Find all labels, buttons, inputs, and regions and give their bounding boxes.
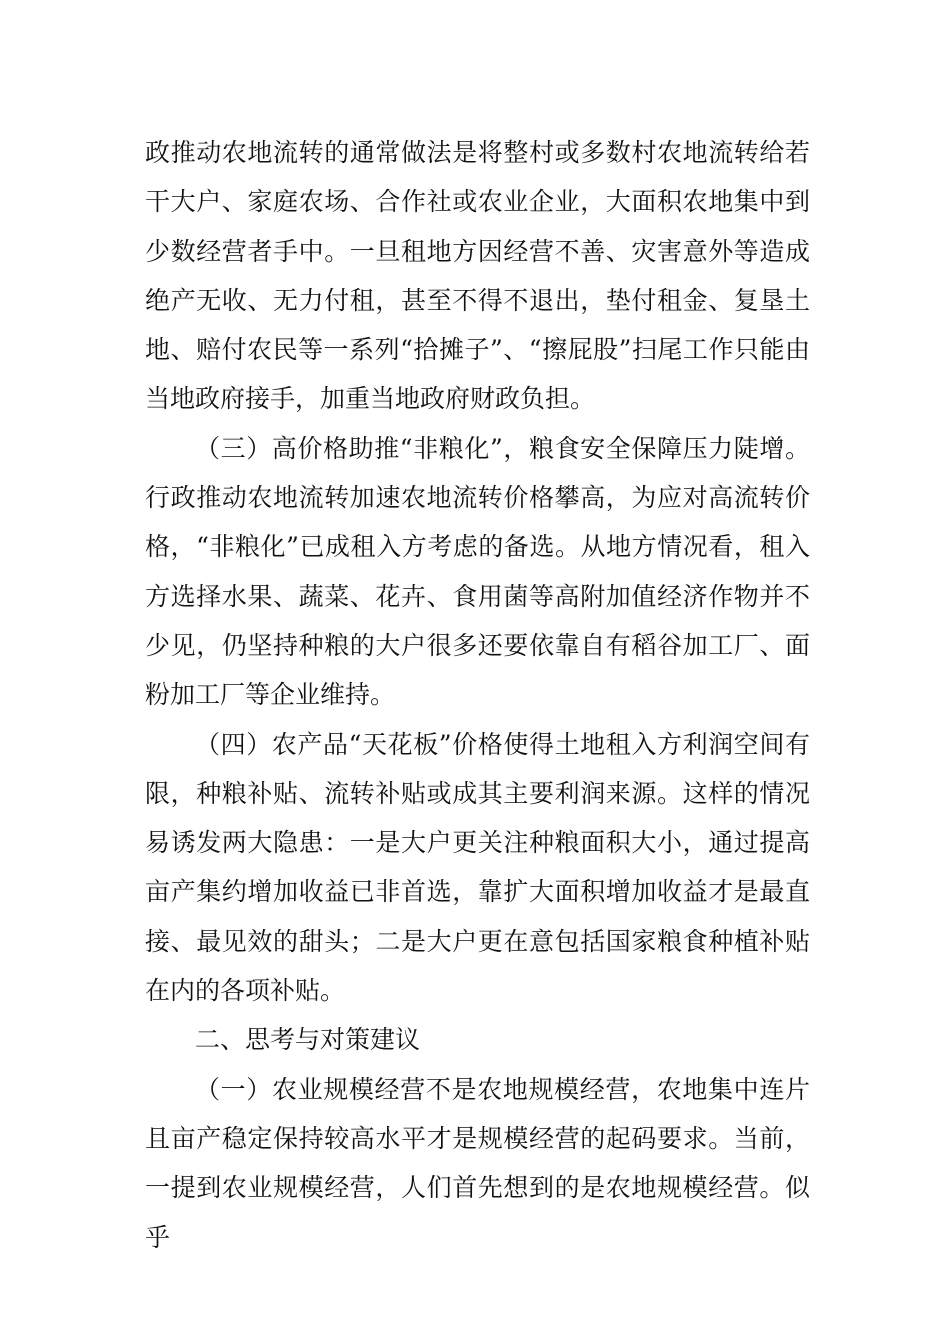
document-body	[145, 128, 810, 1262]
paragraph-three: （三）高价格助推“非粮化”，粮食安全保障压力陡增。行政推动农地流转加速农地流转价格攀高，为应对高流转价格，“非粮化”已成租入方考虑的备选。从地方情况看，租入方选择水果、蔬菜、花卉、食用菌等高附加值经济作物并不少见，仍坚持种粮的大户很多还要依靠自有稻谷加工厂、面粉加工厂等企业维持。	[145, 433, 810, 710]
paragraph-four: （四）农产品“天花板”价格使得土地租入方利润空间有限，种粮补贴、流转补贴或成其主要利润来源。这样的情况易诱发两大隐患：一是大户更关注种粮面积大小，通过提高亩产集约增加收益已非首选，靠扩大面积增加收益才是最直接、最见效的甜头；二是大户更在意包括国家粮食种植补贴在内的各项补贴。	[145, 729, 810, 1006]
paragraph-suggestion-one: （一）农业规模经营不是农地规模经营，农地集中连片且亩产稳定保持较高水平才是规模经营的起码要求。当前，一提到农业规模经营，人们首先想到的是农地规模经营。似乎	[145, 1074, 810, 1252]
paragraph-continuation: 政推动农地流转的通常做法是将整村或多数村农地流转给若干大户、家庭农场、合作社或农业企业，大面积农地集中到少数经营者手中。一旦租地方因经营不善、灾害意外等造成绝产无收、无力付租，甚至不得不退出，垫付租金、复垦土地、赔付农民等一系列“拾摊子”、“擦屁股”扫尾工作只能由当地政府接手，加重当地政府财政负担。	[145, 138, 810, 414]
section-heading: 二、思考与对策建议	[195, 1025, 421, 1055]
